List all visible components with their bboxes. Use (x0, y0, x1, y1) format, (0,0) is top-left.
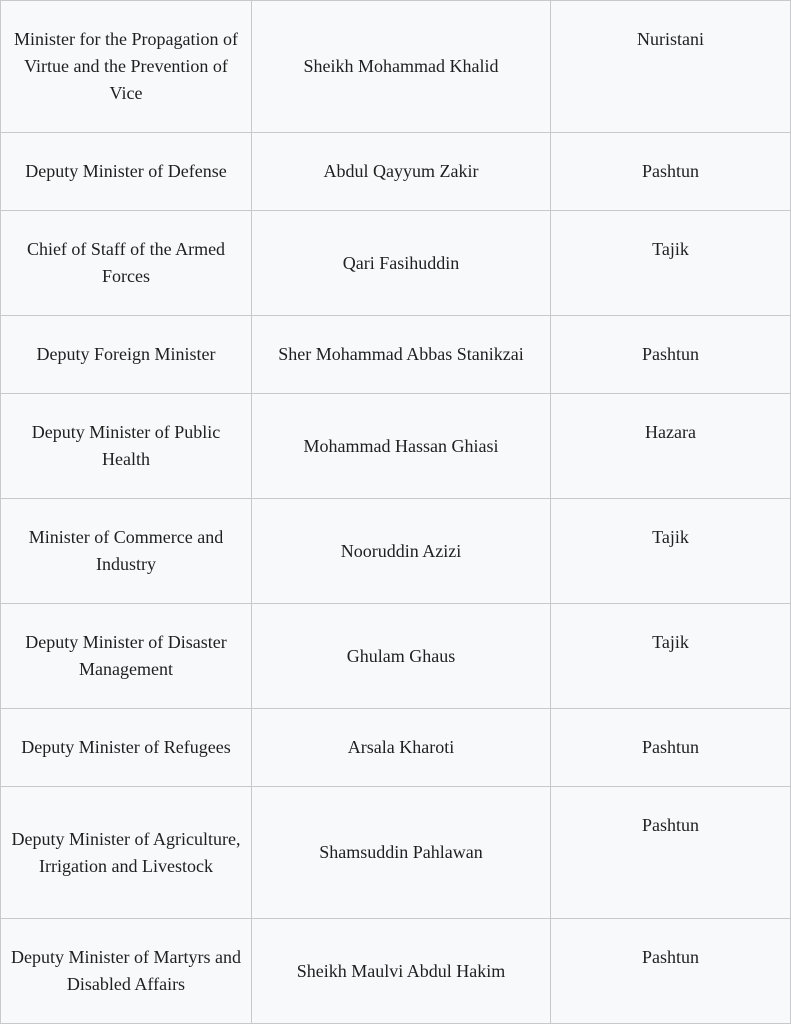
post-cell: Deputy Minister of Public Health (1, 394, 252, 499)
post-cell: Minister for the Propagation of Virtue and the Prevention of Vice (1, 1, 252, 133)
name-cell: Shamsuddin Pahlawan (252, 787, 551, 919)
table-row (1, 211, 791, 316)
name-cell: Mohammad Hassan Ghiasi (252, 394, 551, 499)
ethnicity-cell: Pashtun (551, 919, 791, 1024)
ethnicity-cell: Tajik (551, 604, 791, 709)
name-cell: Abdul Qayyum Zakir (252, 133, 551, 211)
table-row (1, 1, 791, 133)
name-cell: Sher Mohammad Abbas Stanikzai (252, 316, 551, 394)
ethnicity-cell: Nuristani (551, 1, 791, 133)
ethnicity-cell: Hazara (551, 394, 791, 499)
name-cell: Sheikh Mohammad Khalid (252, 1, 551, 133)
name-cell: Qari Fasihuddin (252, 211, 551, 316)
post-cell: Deputy Minister of Refugees (1, 709, 252, 787)
post-cell: Minister of Commerce and Industry (1, 499, 252, 604)
post-cell: Deputy Minister of Agriculture, Irrigation and Livestock (1, 787, 252, 919)
ethnicity-cell: Pashtun (551, 787, 791, 919)
table-row (1, 787, 791, 919)
post-cell: Deputy Minister of Defense (1, 133, 252, 211)
name-cell: Ghulam Ghaus (252, 604, 551, 709)
name-cell: Sheikh Maulvi Abdul Hakim (252, 919, 551, 1024)
ethnicity-cell: Pashtun (551, 133, 791, 211)
ethnicity-cell: Tajik (551, 211, 791, 316)
name-cell: Arsala Kharoti (252, 709, 551, 787)
ethnicity-cell: Tajik (551, 499, 791, 604)
table-row (1, 709, 791, 787)
table-row (1, 316, 791, 394)
post-cell: Deputy Minister of Disaster Management (1, 604, 252, 709)
ethnicity-cell: Pashtun (551, 316, 791, 394)
ethnicity-cell: Pashtun (551, 709, 791, 787)
post-cell: Chief of Staff of the Armed Forces (1, 211, 252, 316)
table-row (1, 394, 791, 499)
table-row (1, 919, 791, 1024)
post-cell: Deputy Foreign Minister (1, 316, 252, 394)
name-cell: Nooruddin Azizi (252, 499, 551, 604)
table-row (1, 604, 791, 709)
table-row (1, 133, 791, 211)
table-row (1, 499, 791, 604)
post-cell: Deputy Minister of Martyrs and Disabled Affairs (1, 919, 252, 1024)
